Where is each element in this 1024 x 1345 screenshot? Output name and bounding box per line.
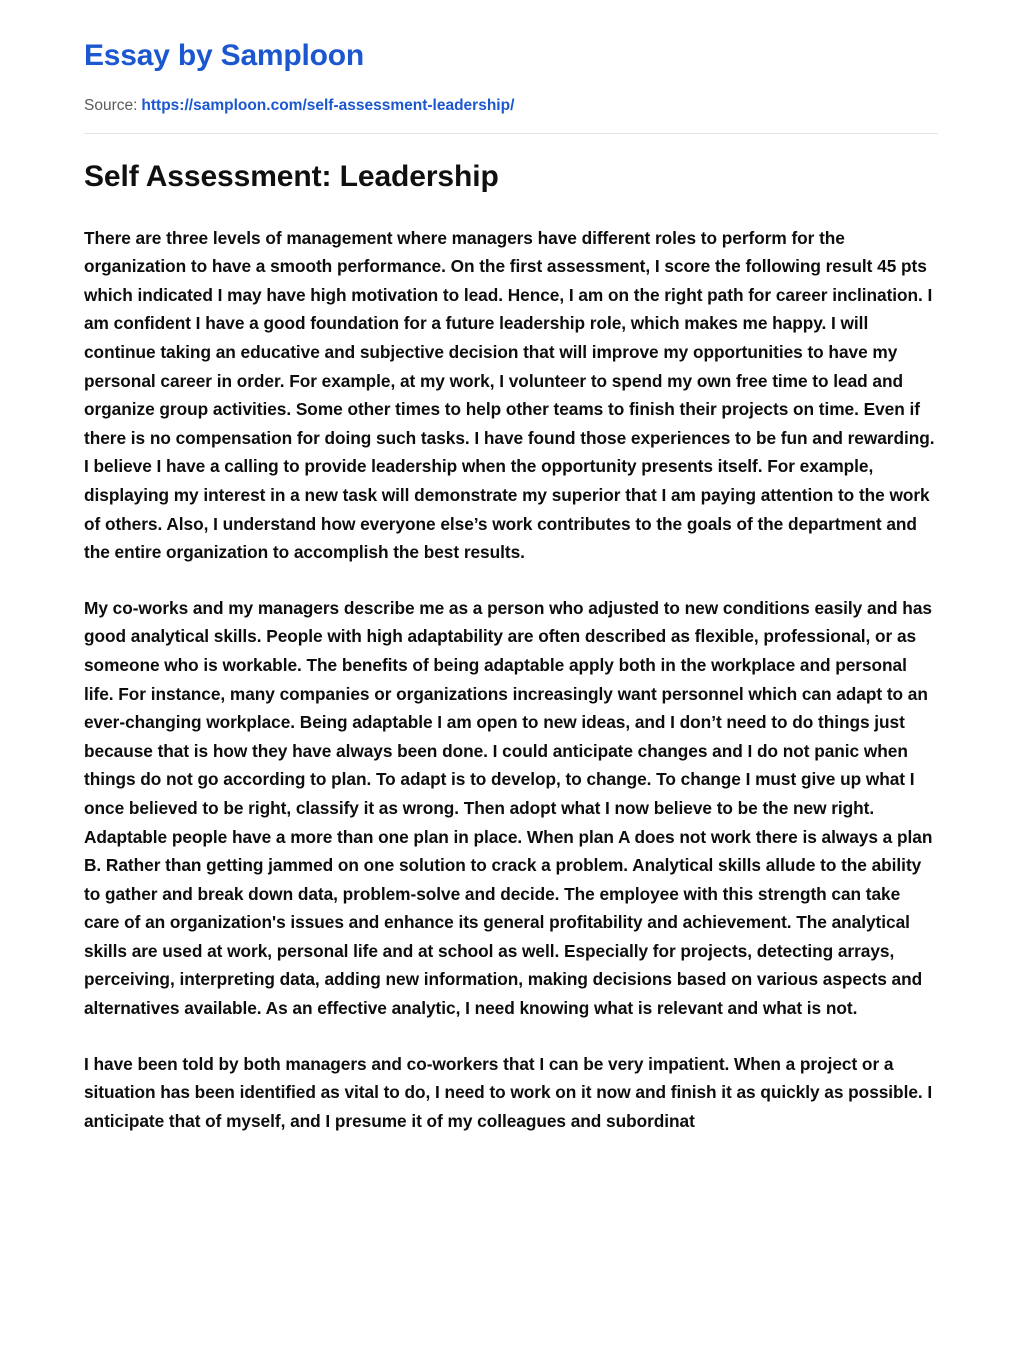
site-brand-title: Essay by Samploon [84, 39, 365, 72]
paragraph: I have been told by both managers and co-workers that I can be very impatient. When a project or a situation has been identified as vital to do, I need to work on it now and finish it as quickly as possible. I anticipate that of myself, and I presume it of my colleagues and subordinat [84, 1053, 933, 1131]
paragraph: My co-works and my managers describe me as a person who adjusted to new conditions easily and has good analytical skills. People with high adaptability are often described as flexible, professional, or as someone who is workable. The benefits of being adaptable apply both in the workplace and personal life. For instance, many companies or organizations increasingly want personnel which can adapt to an ever-changing workplace. Being adaptable I am open to new ideas, and I don’t need to do things just because that is how they have always been done. I could anticipate changes and I do not panic when things do not go according to plan. To adapt is to develop, to change. To change I must give up what I once believed to be right, classify it as wrong. Then adopt what I now believe to be the new right. Adaptable people have a more than one plan in place. When plan A does not work there is always a plan B. Rather than getting jammed on one solution to crack a problem. Analytical skills allude to the ability to gather and break down data, problem-solve and decide. The employee with this strength can take care of an organization's issues and enhance its general profitability and achievement. The analytical skills are used at work, personal life and at school as well. Especially for projects, detecting arrays, perceiving, interpreting data, adding new information, making decisions based on various aspects and alternatives available. As an effective analytic, I need knowing what is relevant and what is not. [84, 597, 933, 1019]
essay-body [84, 224, 940, 1136]
header-divider [84, 133, 938, 134]
source-url-link[interactable]: https://samploon.com/self-assessment-leadership/ [141, 97, 515, 114]
source-line [84, 96, 940, 116]
paragraph: There are three levels of management where managers have different roles to perform for the organization to have a smooth performance. On the first assessment, I score the following result 45 pts which indicated I may have high motivation to lead. Hence, I am on the right path for career inclination. I am confident I have a good foundation for a future leadership role, which makes me happy. I will continue taking an educative and subjective decision that will improve my opportunities to have my personal career in order. For example, at my work, I volunteer to spend my own free time to lead and organize group activities. Some other times to help other teams to finish their projects on time. Even if there is no compensation for doing such tasks. I have found those experiences to be fun and rewarding. I believe I have a calling to provide leadership when the opportunity presents itself. For example, displaying my interest in a new task will demonstrate my superior that I am paying attention to the work of others. Also, I understand how everyone else’s work contributes to the goals of the department and the entire organization to accomplish the best results. [84, 227, 935, 563]
page-title: Self Assessment: Leadership [84, 160, 499, 194]
source-label: Source: [84, 97, 138, 114]
